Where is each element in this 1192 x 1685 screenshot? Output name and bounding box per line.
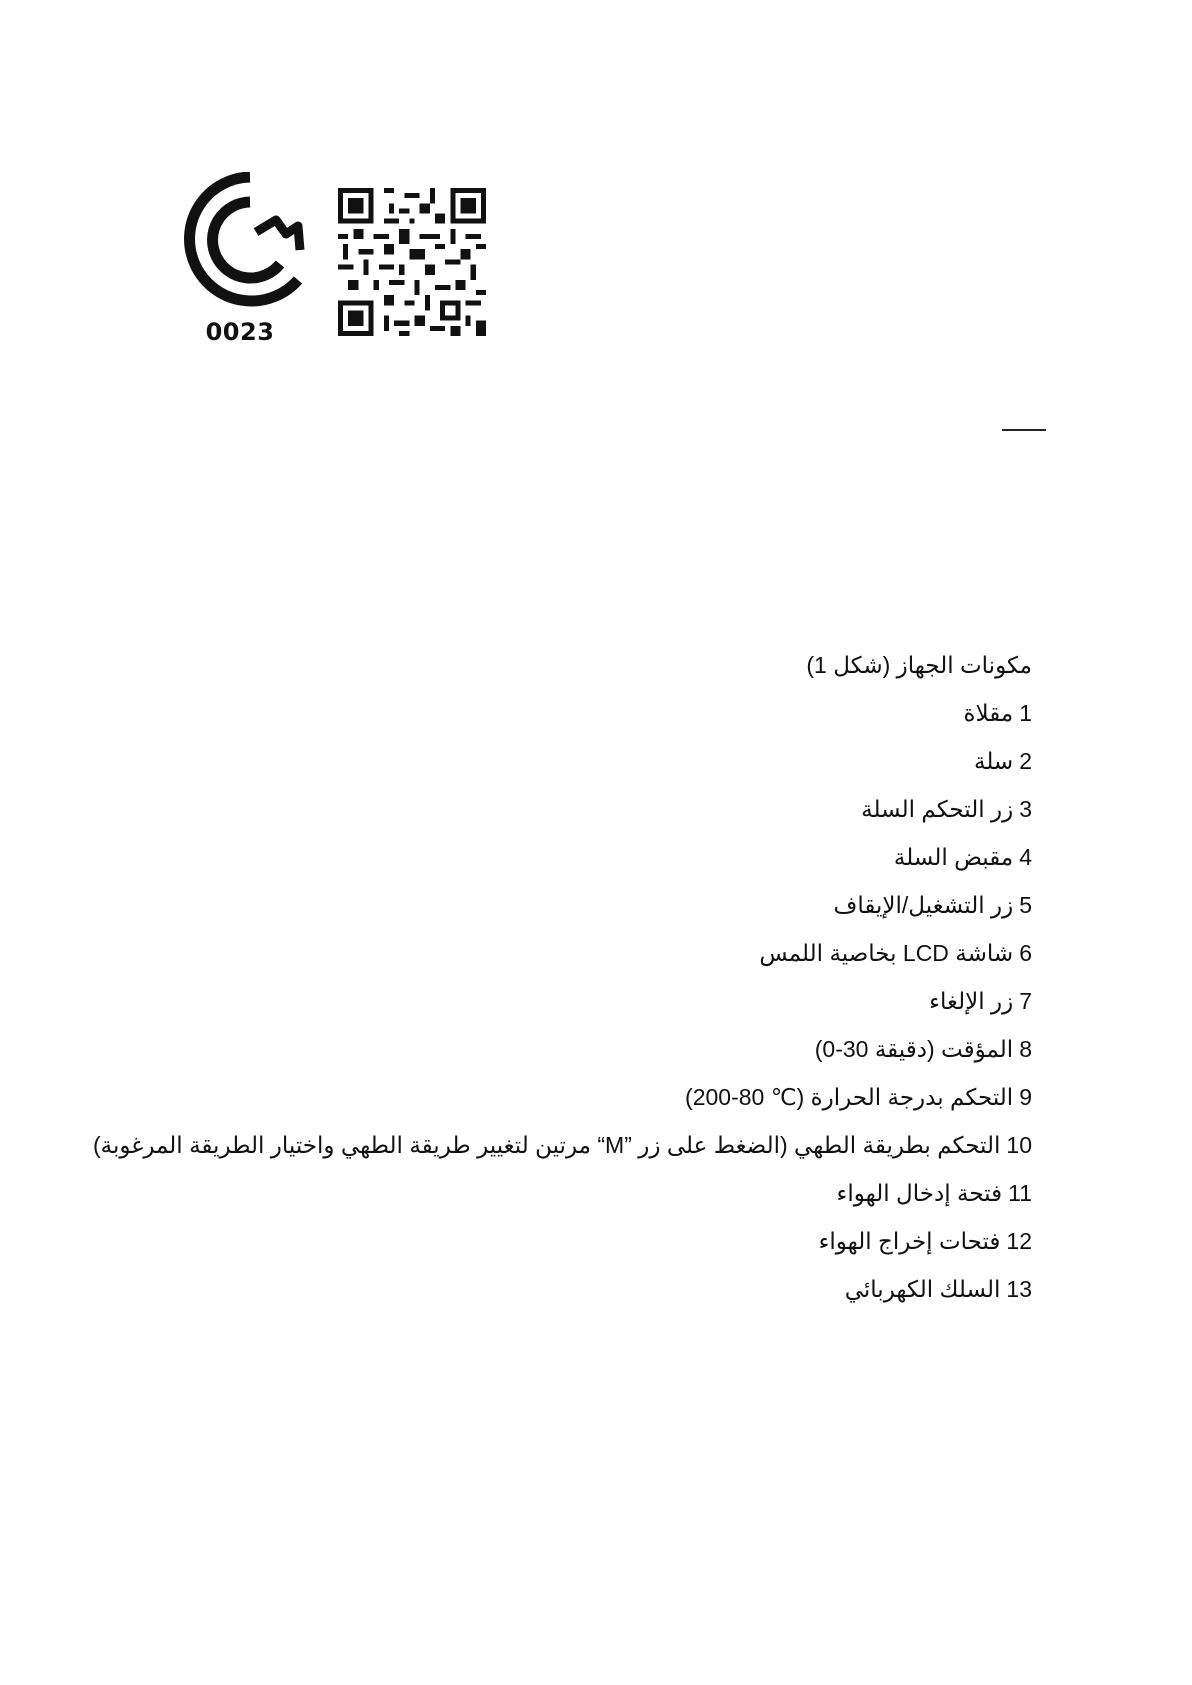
header-rule [1002, 429, 1046, 431]
section-title: مكونات الجهاز (شكل 1) [806, 652, 1032, 678]
item-label: المؤقت (دقيقة 30-0) [814, 1036, 1014, 1062]
list-item [132, 1082, 1032, 1112]
item-number: 10 [1006, 1132, 1032, 1158]
list-item [132, 986, 1032, 1016]
item-label: سلة [973, 748, 1014, 774]
item-label: زر التحكم السلة [861, 796, 1014, 822]
item-label: السلك الكهربائي [844, 1276, 1001, 1302]
list-item [132, 890, 1032, 920]
item-label: مقبض السلة [893, 844, 1014, 870]
item-label: التحكم بدرجة الحرارة (℃ 80-200) [685, 1084, 1014, 1110]
item-number: 8 [1019, 1036, 1032, 1062]
item-label: زر التشغيل/الإيقاف [833, 892, 1014, 918]
list-item [132, 746, 1032, 776]
list-item [132, 1226, 1032, 1256]
list-item [132, 842, 1032, 872]
list-item [132, 1034, 1032, 1064]
item-number: 4 [1019, 844, 1032, 870]
item-label: شاشة LCD بخاصية اللمس [759, 940, 1014, 966]
item-number: 7 [1019, 988, 1032, 1014]
component-list [93, 698, 1032, 1304]
item-number: 5 [1019, 892, 1032, 918]
item-label: التحكم بطريقة الطهي (الضغط على زر ”M“ مرتين لتغيير طريقة الطهي واختيار الطريقة المرغوبة) [93, 1132, 1001, 1158]
item-number: 11 [1008, 1180, 1032, 1206]
list-item [132, 1178, 1032, 1208]
list-item [132, 1274, 1032, 1304]
item-number: 12 [1006, 1228, 1032, 1254]
list-item [132, 794, 1032, 824]
list-item [132, 698, 1032, 728]
item-label: مقلاة [963, 700, 1014, 726]
item-number: 9 [1019, 1084, 1032, 1110]
item-label: فتحة إدخال الهواء [836, 1180, 1003, 1206]
item-number: 6 [1019, 940, 1032, 966]
list-item [93, 1130, 1032, 1160]
item-number: 2 [1019, 748, 1032, 774]
certification-number: 0023 [205, 318, 275, 346]
item-label: زر الإلغاء [929, 988, 1014, 1014]
item-number: 13 [1006, 1276, 1032, 1302]
item-number: 3 [1019, 796, 1032, 822]
list-item [132, 938, 1032, 968]
item-label: فتحات إخراج الهواء [818, 1228, 1001, 1254]
qr-code-icon [338, 188, 486, 336]
item-number: 1 [1019, 700, 1032, 726]
components-section [93, 650, 1032, 1322]
